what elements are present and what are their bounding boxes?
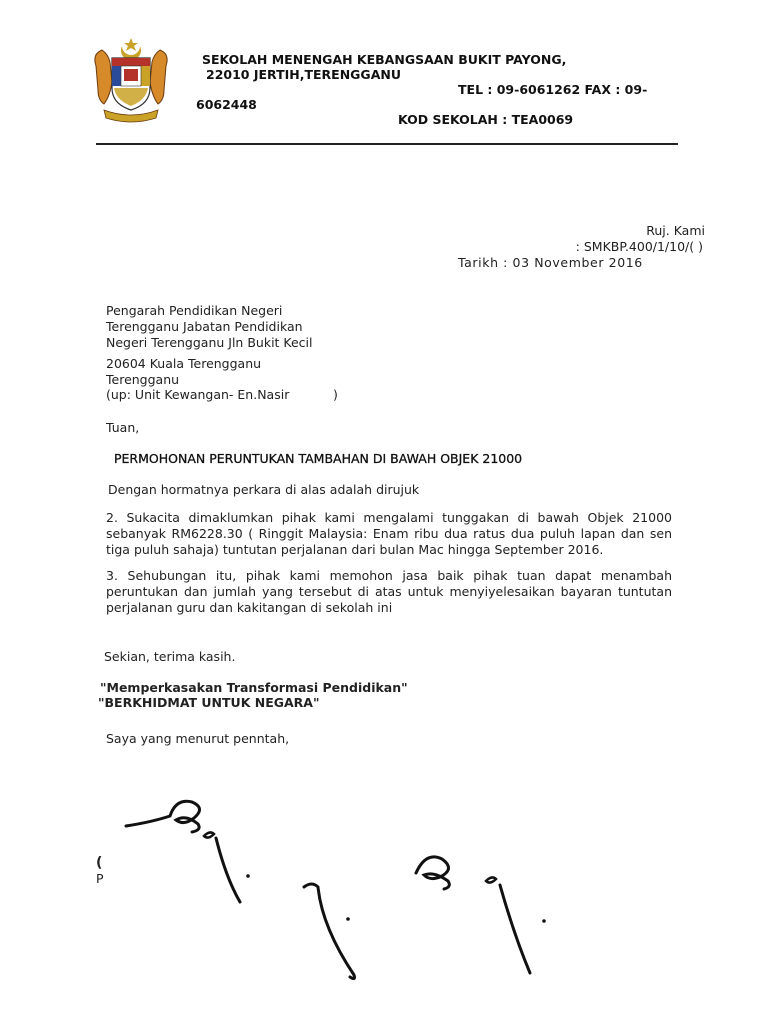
reference-number: : SMKBP.400/1/10/( ) [575, 239, 703, 254]
reference-label: Ruj. Kami [646, 223, 705, 238]
school-fax-continued: 6062448 [196, 97, 257, 112]
paragraph-2: 2. Sukacita dimaklumkan pihak kami mengalami tunggakan di bawah Objek 21000 sebanyak RM6228.30 ( Ringgit Malaysia: Enam ribu dua ratus dua puluh lapan dan sen tiga puluh sahaja) tuntutan perjalanan dari bulan Mac hingga September 2016. [106, 510, 672, 557]
recipient-line: (up: Unit Kewangan- En.Nasir ) [106, 387, 338, 402]
recipient-line: Negeri Terengganu Jln Bukit Kecil [106, 335, 313, 350]
sign-off: Saya yang menurut penntah, [106, 731, 290, 746]
paragraph-3: 3. Sehubungan itu, pihak kami memohon jasa baik pihak tuan dapat menambah peruntukan dan jumlah yang tersebut di atas untuk menyiyelesaikan bayaran tuntutan perjalanan guru dan kakitangan di sekolah ini [106, 568, 672, 615]
motto-line-2: "BERKHIDMAT UNTUK NEGARA" [98, 695, 320, 710]
salutation: Tuan, [106, 420, 140, 435]
obscured-char: P [96, 871, 104, 886]
signature-image [300, 845, 560, 985]
obscured-char: ( [96, 855, 103, 871]
recipient-line: 20604 Kuala Terengganu [106, 356, 262, 371]
school-address: 22010 JERTIH,TERENGGANU [206, 67, 401, 82]
recipient-line: Pengarah Pendidikan Negeri [106, 303, 283, 318]
opening-line: Dengan hormatnya perkara di alas adalah dirujuk [108, 482, 420, 497]
school-name: SEKOLAH MENENGAH KEBANGSAAN BUKIT PAYONG, [202, 52, 567, 67]
recipient-line: Terengganu Jabatan Pendidikan [106, 319, 303, 334]
closing-line: Sekian, terima kasih. [104, 649, 236, 664]
letterhead-divider [96, 143, 678, 145]
signature-image [120, 790, 280, 910]
malaysia-coat-of-arms-logo [90, 36, 172, 124]
recipient-line: Terengganu [106, 372, 180, 387]
school-code: KOD SEKOLAH : TEA0069 [398, 112, 574, 127]
motto-line-1: "Memperkasakan Transformasi Pendidikan" [100, 680, 408, 695]
letter-subject: PERMOHONAN PERUNTUKAN TAMBAHAN DI BAWAH OBJEK 21000 [114, 451, 523, 466]
school-tel-fax: TEL : 09-6061262 FAX : 09- [458, 82, 648, 97]
letter-date: Tarikh : 03 November 2016 [458, 255, 643, 270]
